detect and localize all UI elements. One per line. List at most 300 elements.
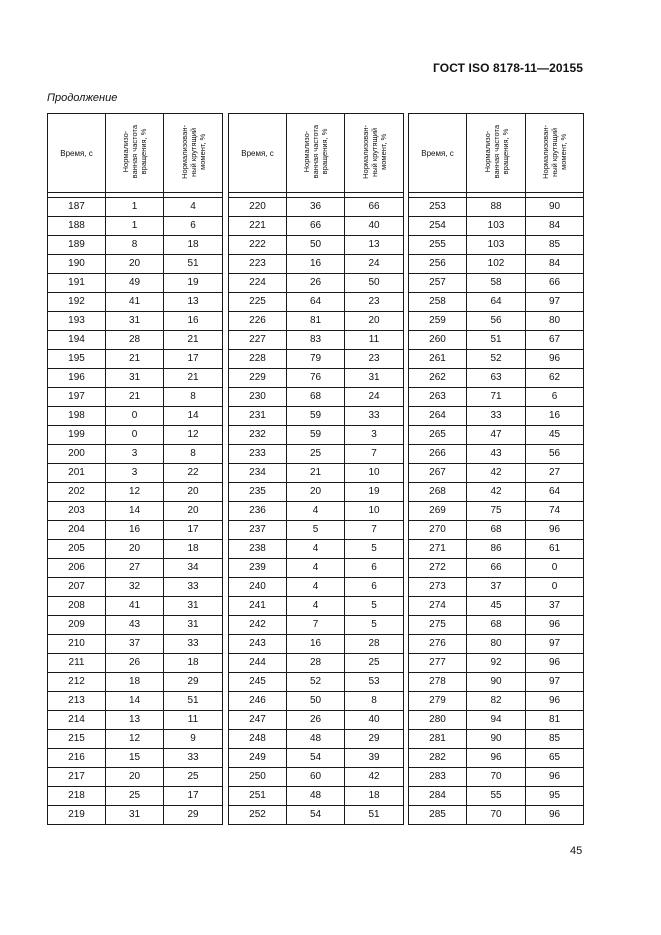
time-cell: 222 bbox=[229, 236, 287, 255]
speed-cell: 81 bbox=[287, 312, 345, 331]
table-row bbox=[48, 749, 223, 768]
speed-cell: 4 bbox=[287, 597, 345, 616]
time-cell: 211 bbox=[48, 654, 106, 673]
speed-cell: 8 bbox=[106, 236, 164, 255]
data-table-2 bbox=[228, 113, 404, 825]
torque-cell: 6 bbox=[164, 217, 223, 236]
time-cell: 193 bbox=[48, 312, 106, 331]
torque-cell: 19 bbox=[345, 483, 404, 502]
speed-cell: 43 bbox=[106, 616, 164, 635]
torque-cell: 8 bbox=[164, 388, 223, 407]
speed-cell: 63 bbox=[467, 369, 526, 388]
speed-cell: 13 bbox=[106, 711, 164, 730]
table-row bbox=[229, 559, 404, 578]
time-cell: 232 bbox=[229, 426, 287, 445]
time-cell: 188 bbox=[48, 217, 106, 236]
speed-cell: 86 bbox=[467, 540, 526, 559]
table-row bbox=[229, 749, 404, 768]
column-header-torque bbox=[526, 114, 584, 193]
table-row bbox=[229, 616, 404, 635]
time-cell: 263 bbox=[409, 388, 467, 407]
table-row bbox=[229, 369, 404, 388]
time-cell: 256 bbox=[409, 255, 467, 274]
continuation-label: Продолжение bbox=[47, 92, 118, 104]
torque-cell: 97 bbox=[526, 293, 584, 312]
speed-cell: 0 bbox=[106, 407, 164, 426]
speed-cell: 83 bbox=[287, 331, 345, 350]
column-header-torque bbox=[164, 114, 223, 193]
speed-cell: 103 bbox=[467, 217, 526, 236]
time-cell: 283 bbox=[409, 768, 467, 787]
speed-cell: 4 bbox=[287, 502, 345, 521]
torque-cell: 64 bbox=[526, 483, 584, 502]
speed-cell: 49 bbox=[106, 274, 164, 293]
column-header-time: Время, с bbox=[409, 114, 467, 193]
table-row bbox=[229, 787, 404, 806]
torque-cell: 97 bbox=[526, 673, 584, 692]
torque-cell: 40 bbox=[345, 711, 404, 730]
torque-cell: 24 bbox=[345, 388, 404, 407]
torque-cell: 29 bbox=[345, 730, 404, 749]
torque-cell: 11 bbox=[345, 331, 404, 350]
speed-cell: 20 bbox=[106, 768, 164, 787]
table-row bbox=[48, 464, 223, 483]
torque-cell: 31 bbox=[345, 369, 404, 388]
torque-cell: 62 bbox=[526, 369, 584, 388]
table-row bbox=[409, 388, 584, 407]
speed-cell: 41 bbox=[106, 293, 164, 312]
torque-cell: 21 bbox=[164, 331, 223, 350]
table-row bbox=[229, 483, 404, 502]
time-cell: 250 bbox=[229, 768, 287, 787]
torque-cell: 17 bbox=[164, 521, 223, 540]
speed-cell: 33 bbox=[467, 407, 526, 426]
table-row bbox=[409, 369, 584, 388]
torque-cell: 11 bbox=[164, 711, 223, 730]
speed-cell: 48 bbox=[287, 730, 345, 749]
torque-cell: 74 bbox=[526, 502, 584, 521]
speed-cell: 26 bbox=[287, 274, 345, 293]
torque-cell: 0 bbox=[526, 559, 584, 578]
torque-cell: 96 bbox=[526, 350, 584, 369]
time-cell: 190 bbox=[48, 255, 106, 274]
table-row bbox=[229, 597, 404, 616]
torque-cell: 51 bbox=[164, 255, 223, 274]
torque-cell: 40 bbox=[345, 217, 404, 236]
speed-cell: 37 bbox=[106, 635, 164, 654]
speed-cell: 103 bbox=[467, 236, 526, 255]
speed-cell: 94 bbox=[467, 711, 526, 730]
table-row bbox=[229, 426, 404, 445]
torque-cell: 6 bbox=[526, 388, 584, 407]
column-header-torque-label: Нормализован- ный крутящий момент, % bbox=[360, 124, 388, 179]
speed-cell: 27 bbox=[106, 559, 164, 578]
torque-cell: 29 bbox=[164, 806, 223, 825]
table-row bbox=[409, 445, 584, 464]
torque-cell: 96 bbox=[526, 768, 584, 787]
time-cell: 279 bbox=[409, 692, 467, 711]
time-cell: 285 bbox=[409, 806, 467, 825]
speed-cell: 15 bbox=[106, 749, 164, 768]
speed-cell: 68 bbox=[287, 388, 345, 407]
torque-cell: 8 bbox=[164, 445, 223, 464]
time-cell: 239 bbox=[229, 559, 287, 578]
torque-cell: 53 bbox=[345, 673, 404, 692]
time-cell: 258 bbox=[409, 293, 467, 312]
torque-cell: 18 bbox=[164, 654, 223, 673]
table-row bbox=[229, 768, 404, 787]
speed-cell: 70 bbox=[467, 768, 526, 787]
time-cell: 202 bbox=[48, 483, 106, 502]
table-row bbox=[48, 255, 223, 274]
time-cell: 229 bbox=[229, 369, 287, 388]
table-row bbox=[409, 692, 584, 711]
table-row bbox=[48, 711, 223, 730]
time-cell: 207 bbox=[48, 578, 106, 597]
torque-cell: 7 bbox=[345, 445, 404, 464]
speed-cell: 20 bbox=[106, 540, 164, 559]
table-row bbox=[48, 350, 223, 369]
speed-cell: 79 bbox=[287, 350, 345, 369]
speed-cell: 37 bbox=[467, 578, 526, 597]
speed-cell: 26 bbox=[106, 654, 164, 673]
torque-cell: 50 bbox=[345, 274, 404, 293]
torque-cell: 61 bbox=[526, 540, 584, 559]
time-cell: 246 bbox=[229, 692, 287, 711]
table-row bbox=[409, 673, 584, 692]
torque-cell: 96 bbox=[526, 806, 584, 825]
torque-cell: 14 bbox=[164, 407, 223, 426]
speed-cell: 36 bbox=[287, 198, 345, 217]
time-cell: 216 bbox=[48, 749, 106, 768]
torque-cell: 67 bbox=[526, 331, 584, 350]
data-table-1 bbox=[47, 113, 223, 825]
torque-cell: 25 bbox=[164, 768, 223, 787]
column-header-speed bbox=[106, 114, 164, 193]
speed-cell: 56 bbox=[467, 312, 526, 331]
torque-cell: 28 bbox=[345, 635, 404, 654]
time-cell: 275 bbox=[409, 616, 467, 635]
torque-cell: 17 bbox=[164, 350, 223, 369]
torque-cell: 84 bbox=[526, 255, 584, 274]
time-cell: 199 bbox=[48, 426, 106, 445]
time-cell: 238 bbox=[229, 540, 287, 559]
table-row bbox=[48, 236, 223, 255]
time-cell: 198 bbox=[48, 407, 106, 426]
column-header-torque-label: Нормализован- ный крутящий момент, % bbox=[541, 124, 568, 179]
time-cell: 244 bbox=[229, 654, 287, 673]
table-row bbox=[409, 654, 584, 673]
time-cell: 270 bbox=[409, 521, 467, 540]
time-cell: 221 bbox=[229, 217, 287, 236]
table-row bbox=[409, 635, 584, 654]
table-row bbox=[229, 730, 404, 749]
table-row bbox=[229, 654, 404, 673]
time-cell: 264 bbox=[409, 407, 467, 426]
torque-cell: 34 bbox=[164, 559, 223, 578]
table-row bbox=[409, 293, 584, 312]
torque-cell: 9 bbox=[164, 730, 223, 749]
table-row bbox=[229, 293, 404, 312]
time-cell: 212 bbox=[48, 673, 106, 692]
time-cell: 200 bbox=[48, 445, 106, 464]
data-table-3 bbox=[408, 113, 584, 825]
speed-cell: 52 bbox=[467, 350, 526, 369]
time-cell: 195 bbox=[48, 350, 106, 369]
speed-cell: 82 bbox=[467, 692, 526, 711]
table-row bbox=[229, 711, 404, 730]
table-row bbox=[48, 673, 223, 692]
time-cell: 197 bbox=[48, 388, 106, 407]
torque-cell: 18 bbox=[345, 787, 404, 806]
torque-cell: 20 bbox=[164, 502, 223, 521]
torque-cell: 7 bbox=[345, 521, 404, 540]
torque-cell: 3 bbox=[345, 426, 404, 445]
torque-cell: 5 bbox=[345, 597, 404, 616]
time-cell: 253 bbox=[409, 198, 467, 217]
torque-cell: 51 bbox=[164, 692, 223, 711]
table-row bbox=[229, 806, 404, 825]
torque-cell: 4 bbox=[164, 198, 223, 217]
time-cell: 273 bbox=[409, 578, 467, 597]
torque-cell: 23 bbox=[345, 350, 404, 369]
column-header-time: Время, с bbox=[229, 114, 287, 193]
time-cell: 269 bbox=[409, 502, 467, 521]
speed-cell: 92 bbox=[467, 654, 526, 673]
time-cell: 240 bbox=[229, 578, 287, 597]
speed-cell: 76 bbox=[287, 369, 345, 388]
time-cell: 282 bbox=[409, 749, 467, 768]
table-row bbox=[409, 274, 584, 293]
column-header-torque-label: Нормализован- ный крутящий момент, % bbox=[179, 124, 207, 179]
table-row bbox=[229, 274, 404, 293]
speed-cell: 7 bbox=[287, 616, 345, 635]
time-cell: 213 bbox=[48, 692, 106, 711]
time-cell: 252 bbox=[229, 806, 287, 825]
torque-cell: 18 bbox=[164, 540, 223, 559]
time-cell: 206 bbox=[48, 559, 106, 578]
table-row bbox=[409, 559, 584, 578]
speed-cell: 16 bbox=[287, 635, 345, 654]
speed-cell: 68 bbox=[467, 616, 526, 635]
table-row bbox=[409, 730, 584, 749]
table-row bbox=[229, 331, 404, 350]
torque-cell: 33 bbox=[164, 578, 223, 597]
table-row bbox=[409, 483, 584, 502]
table-row bbox=[48, 787, 223, 806]
time-cell: 227 bbox=[229, 331, 287, 350]
speed-cell: 50 bbox=[287, 236, 345, 255]
time-cell: 214 bbox=[48, 711, 106, 730]
torque-cell: 24 bbox=[345, 255, 404, 274]
table-row bbox=[229, 350, 404, 369]
speed-cell: 54 bbox=[287, 806, 345, 825]
table-row bbox=[229, 502, 404, 521]
torque-cell: 25 bbox=[345, 654, 404, 673]
table-row bbox=[409, 255, 584, 274]
table-row bbox=[229, 521, 404, 540]
speed-cell: 60 bbox=[287, 768, 345, 787]
time-cell: 261 bbox=[409, 350, 467, 369]
torque-cell: 96 bbox=[526, 521, 584, 540]
time-cell: 215 bbox=[48, 730, 106, 749]
time-cell: 223 bbox=[229, 255, 287, 274]
speed-cell: 42 bbox=[467, 464, 526, 483]
table-row bbox=[48, 293, 223, 312]
table-row bbox=[409, 407, 584, 426]
table-row bbox=[48, 806, 223, 825]
torque-cell: 13 bbox=[164, 293, 223, 312]
table-row bbox=[409, 198, 584, 217]
speed-cell: 71 bbox=[467, 388, 526, 407]
speed-cell: 90 bbox=[467, 730, 526, 749]
table-row bbox=[48, 578, 223, 597]
time-cell: 189 bbox=[48, 236, 106, 255]
time-cell: 255 bbox=[409, 236, 467, 255]
torque-cell: 90 bbox=[526, 198, 584, 217]
table-row bbox=[229, 236, 404, 255]
table-row bbox=[409, 787, 584, 806]
header-row bbox=[409, 114, 584, 193]
time-cell: 254 bbox=[409, 217, 467, 236]
speed-cell: 42 bbox=[467, 483, 526, 502]
table-row bbox=[409, 331, 584, 350]
time-cell: 247 bbox=[229, 711, 287, 730]
table-row bbox=[48, 559, 223, 578]
time-cell: 219 bbox=[48, 806, 106, 825]
time-cell: 280 bbox=[409, 711, 467, 730]
torque-cell: 97 bbox=[526, 635, 584, 654]
time-cell: 235 bbox=[229, 483, 287, 502]
table-row bbox=[48, 198, 223, 217]
page-number: 45 bbox=[570, 845, 583, 857]
torque-cell: 13 bbox=[345, 236, 404, 255]
speed-cell: 80 bbox=[467, 635, 526, 654]
speed-cell: 64 bbox=[467, 293, 526, 312]
speed-cell: 31 bbox=[106, 369, 164, 388]
speed-cell: 90 bbox=[467, 673, 526, 692]
speed-cell: 31 bbox=[106, 806, 164, 825]
table-row bbox=[229, 635, 404, 654]
speed-cell: 0 bbox=[106, 426, 164, 445]
time-cell: 284 bbox=[409, 787, 467, 806]
torque-cell: 16 bbox=[526, 407, 584, 426]
torque-cell: 45 bbox=[526, 426, 584, 445]
table-row bbox=[229, 578, 404, 597]
table-row bbox=[229, 692, 404, 711]
table-row bbox=[229, 540, 404, 559]
speed-cell: 25 bbox=[106, 787, 164, 806]
table-row bbox=[229, 673, 404, 692]
time-cell: 209 bbox=[48, 616, 106, 635]
speed-cell: 54 bbox=[287, 749, 345, 768]
column-header-speed-label: Нормализо- ванная частота вращения, % bbox=[121, 124, 148, 179]
table-row bbox=[409, 597, 584, 616]
speed-cell: 28 bbox=[287, 654, 345, 673]
speed-cell: 96 bbox=[467, 749, 526, 768]
torque-cell: 21 bbox=[164, 369, 223, 388]
torque-cell: 6 bbox=[345, 559, 404, 578]
torque-cell: 10 bbox=[345, 502, 404, 521]
table-row bbox=[409, 768, 584, 787]
table-row bbox=[409, 350, 584, 369]
speed-cell: 28 bbox=[106, 331, 164, 350]
torque-cell: 42 bbox=[345, 768, 404, 787]
speed-cell: 47 bbox=[467, 426, 526, 445]
table-row bbox=[409, 236, 584, 255]
time-cell: 257 bbox=[409, 274, 467, 293]
time-cell: 224 bbox=[229, 274, 287, 293]
speed-cell: 14 bbox=[106, 502, 164, 521]
time-cell: 187 bbox=[48, 198, 106, 217]
table-row bbox=[48, 274, 223, 293]
time-cell: 248 bbox=[229, 730, 287, 749]
time-cell: 268 bbox=[409, 483, 467, 502]
table-row bbox=[48, 635, 223, 654]
table-row bbox=[409, 711, 584, 730]
speed-cell: 70 bbox=[467, 806, 526, 825]
speed-cell: 21 bbox=[106, 388, 164, 407]
speed-cell: 14 bbox=[106, 692, 164, 711]
table-row bbox=[48, 217, 223, 236]
speed-cell: 18 bbox=[106, 673, 164, 692]
column-header-speed bbox=[467, 114, 526, 193]
torque-cell: 96 bbox=[526, 692, 584, 711]
column-header-time: Время, с bbox=[48, 114, 106, 193]
torque-cell: 56 bbox=[526, 445, 584, 464]
document-header: ГОСТ ISO 8178-11—20155 bbox=[433, 61, 583, 75]
table-row bbox=[48, 616, 223, 635]
time-cell: 242 bbox=[229, 616, 287, 635]
torque-cell: 16 bbox=[164, 312, 223, 331]
torque-cell: 81 bbox=[526, 711, 584, 730]
torque-cell: 33 bbox=[164, 749, 223, 768]
torque-cell: 29 bbox=[164, 673, 223, 692]
speed-cell: 1 bbox=[106, 198, 164, 217]
torque-cell: 8 bbox=[345, 692, 404, 711]
table-row bbox=[409, 616, 584, 635]
table-row bbox=[48, 445, 223, 464]
table-row bbox=[409, 806, 584, 825]
time-cell: 267 bbox=[409, 464, 467, 483]
time-cell: 218 bbox=[48, 787, 106, 806]
time-cell: 203 bbox=[48, 502, 106, 521]
torque-cell: 33 bbox=[164, 635, 223, 654]
table-row bbox=[229, 445, 404, 464]
time-cell: 281 bbox=[409, 730, 467, 749]
table-row bbox=[48, 388, 223, 407]
torque-cell: 85 bbox=[526, 730, 584, 749]
speed-cell: 21 bbox=[106, 350, 164, 369]
speed-cell: 20 bbox=[106, 255, 164, 274]
table-row bbox=[409, 217, 584, 236]
table-row bbox=[229, 388, 404, 407]
time-cell: 194 bbox=[48, 331, 106, 350]
torque-cell: 84 bbox=[526, 217, 584, 236]
table-row bbox=[409, 464, 584, 483]
column-header-torque bbox=[345, 114, 404, 193]
table-row bbox=[409, 312, 584, 331]
time-cell: 265 bbox=[409, 426, 467, 445]
speed-cell: 3 bbox=[106, 445, 164, 464]
time-cell: 230 bbox=[229, 388, 287, 407]
time-cell: 276 bbox=[409, 635, 467, 654]
speed-cell: 4 bbox=[287, 559, 345, 578]
speed-cell: 5 bbox=[287, 521, 345, 540]
speed-cell: 12 bbox=[106, 483, 164, 502]
time-cell: 205 bbox=[48, 540, 106, 559]
table-row bbox=[48, 502, 223, 521]
